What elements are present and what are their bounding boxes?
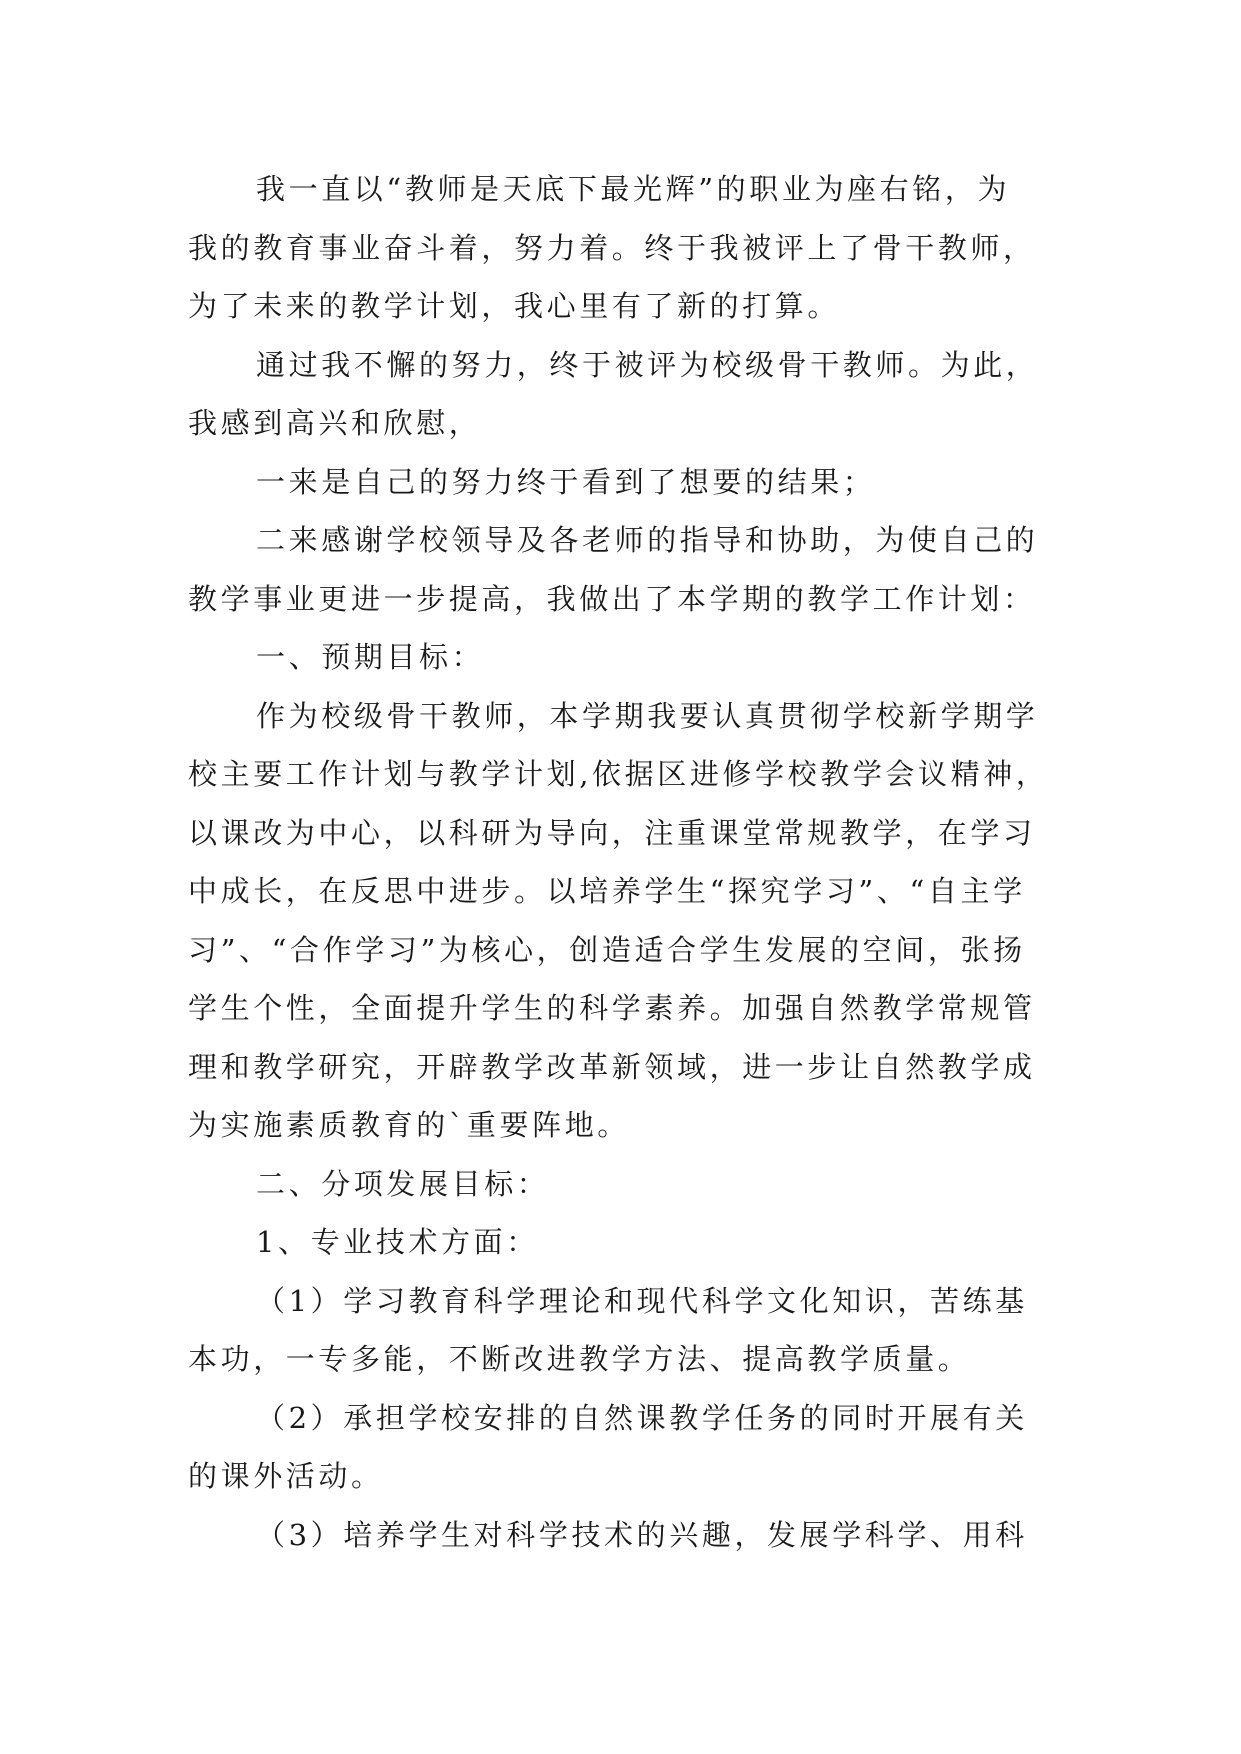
text-line: 我一直以“教师是天底下最光辉”的职业为座右铭，为 <box>256 172 1011 206</box>
text-line: 教学事业更进一步提高，我做出了本学期的教学工作计划： <box>188 581 1036 616</box>
text-line: 我的教育事业奋斗着，努力着。终于我被评上了骨干教师， <box>188 230 1036 265</box>
text-line: 理和教学研究，开辟教学改革新领域，进一步让自然教学成 <box>188 1049 1036 1084</box>
text-line: 为实施素质教育的`重要阵地。 <box>188 1108 630 1142</box>
text-line: 一来是自己的努力终于看到了想要的结果； <box>256 464 876 499</box>
text-line: 二来感谢学校领导及各老师的指导和协助，为使自己的 <box>256 523 1039 557</box>
text-line: 本功，一专多能，不断改进教学方法、提高教学质量。 <box>188 1342 971 1376</box>
text-line: 校主要工作计划与教学计划,依据区进修学校教学会议精神， <box>188 757 1049 791</box>
text-line: 中成长，在反思中进步。以培养学生“探究学习”、“自主学 <box>188 874 1026 908</box>
document-body <box>188 160 1058 1564</box>
text-line: 作为校级骨干教师，本学期我要认真贯彻学校新学期学 <box>256 698 1039 733</box>
text-line: 以课改为中心，以科研为导向，注重课堂常规教学，在学习 <box>188 815 1036 850</box>
text-line: （2）承担学校安排的自然课教学任务的同时开展有关 <box>256 1400 1028 1435</box>
text-line: 为了未来的教学计划，我心里有了新的打算。 <box>188 289 841 323</box>
text-line: （3）培养学生对科学技术的兴趣，发展学科学、用科 <box>256 1517 1028 1552</box>
text-line: 一、预期目标： <box>256 640 485 674</box>
text-line: 通过我不懈的努力，终于被评为校级骨干教师。为此， <box>256 347 1039 382</box>
text-line: 习”、“合作学习”为核心，创造适合学生发展的空间，张扬 <box>188 932 1026 967</box>
text-line: 学生个性，全面提升学生的科学素养。加强自然教学常规管 <box>188 991 1036 1025</box>
text-line: 的课外活动。 <box>188 1459 384 1493</box>
text-line: 二、分项发展目标： <box>256 1166 550 1201</box>
text-line: 1、专业技术方面： <box>256 1225 539 1259</box>
text-line: （1）学习教育科学理论和现代科学文化知识，苦练基 <box>256 1283 1028 1318</box>
text-line: 我感到高兴和欣慰， <box>188 406 482 440</box>
